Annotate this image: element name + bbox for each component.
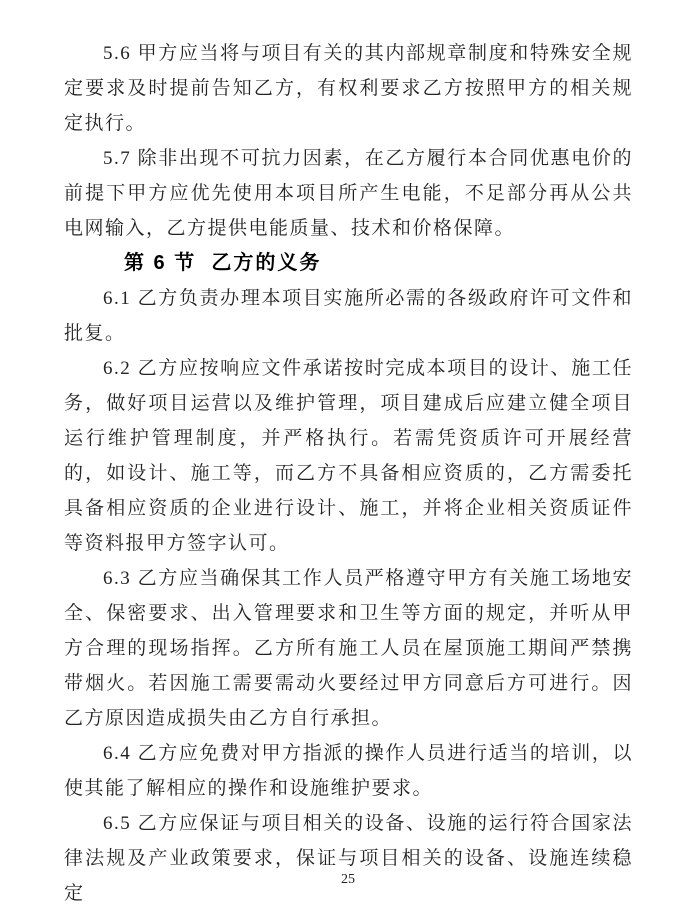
paragraph-clause-6-1: 6.1 乙方负责办理本项目实施所必需的各级政府许可文件和批复。 <box>64 288 633 344</box>
section-6-heading: 第 6 节 乙方的义务 <box>124 252 322 274</box>
paragraph-clause-6-3: 6.3 乙方应当确保其工作人员严格遵守甲方有关施工场地安全、保密要求、出入管理要求和卫生等方面的规定，并听从甲方合理的现场指挥。乙方所有施工人员在屋顶施工期间严禁携带烟火。若因施工需要需动火要经过甲方同意后方可进行。因乙方原因造成损失由乙方自行承担。 <box>64 568 633 729</box>
paragraph-clause-6-4: 6.4 乙方应免费对甲方指派的操作人员进行适当的培训，以使其能了解相应的操作和设施维护要求。 <box>64 743 633 799</box>
paragraph-clause-6-5: 6.5 乙方应保证与项目相关的设备、设施的运行符合国家法律法规及产业政策要求，保证与项目相关的设备、设施连续稳定 <box>64 813 633 904</box>
paragraph-clause-6-2: 6.2 乙方应按响应文件承诺按时完成本项目的设计、施工任务，做好项目运营以及维护管理，项目建成后应建立健全项目运行维护管理制度，并严格执行。若需凭资质许可开展经营的，如设计、施工等，而乙方不具备相应资质的，乙方需委托具备相应资质的企业进行设计、施工，并将企业相关资质证件等资料报甲方签字认可。 <box>64 358 633 554</box>
paragraph-clause-5-6: 5.6 甲方应当将与项目有关的其内部规章制度和特殊安全规定要求及时提前告知乙方，有权利要求乙方按照甲方的相关规定执行。 <box>64 43 633 134</box>
paragraph-clause-5-7: 5.7 除非出现不可抗力因素，在乙方履行本合同优惠电价的前提下甲方应优先使用本项目所产生电能，不足部分再从公共电网输入，乙方提供电能质量、技术和价格保障。 <box>64 148 633 239</box>
page-number: 25 <box>341 872 355 887</box>
